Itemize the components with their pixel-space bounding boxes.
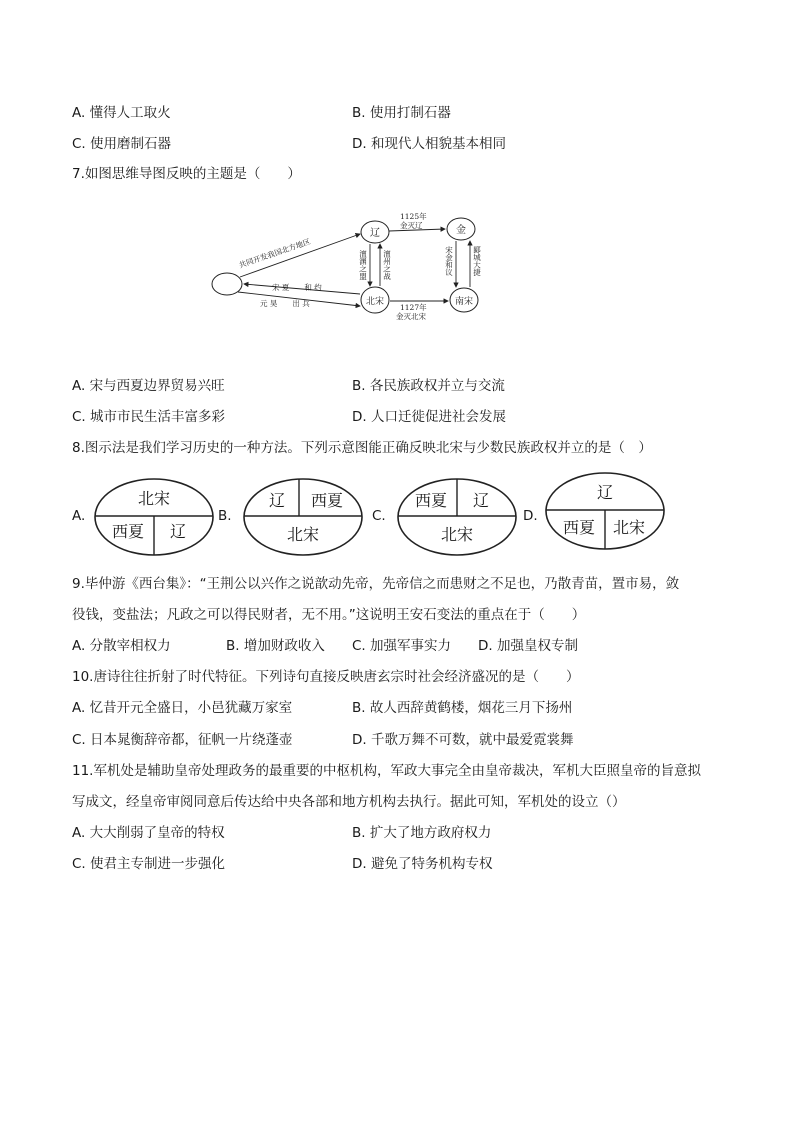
q6-option-a: A. 懂得人工取火 xyxy=(72,105,171,121)
q10-option-c: C. 日本晁衡辞帝都，征帆一片绕蓬壶 xyxy=(72,732,293,748)
edge-label-develop-north: 共同开发我国北方地区 xyxy=(237,236,312,270)
q8-b-top-left-label: 辽 xyxy=(268,491,286,510)
q8-c-bottom-label: 北宋 xyxy=(440,525,474,544)
edge-label-chanyuan-treaty: 澶渊之盟 xyxy=(358,250,368,280)
q10-stem: 10.唐诗往往折射了时代特征。下列诗句直接反映唐玄宗时社会经济盛况的是（ ） xyxy=(72,669,580,685)
node-nansong-label: 南宋 xyxy=(454,297,474,307)
edge-label-chanzhou-battle: 澶州之战 xyxy=(382,250,392,280)
q7-option-b: B. 各民族政权并立与交流 xyxy=(352,378,505,394)
edge-label-jin-destroys-beisong: 金灭北宋 xyxy=(396,312,426,321)
q6-option-b: B. 使用打制石器 xyxy=(352,105,451,121)
q7-option-c: C. 城市市民生活丰富多彩 xyxy=(72,409,226,425)
q7-option-a: A. 宋与西夏边界贸易兴旺 xyxy=(72,378,225,394)
q8-label-b: B. xyxy=(218,508,232,524)
q9-option-b: B. 增加财政收入 xyxy=(226,638,325,654)
q6-option-d: D. 和现代人相貌基本相同 xyxy=(352,136,506,152)
edge-label-jin-destroys-liao: 金灭辽 xyxy=(400,221,423,230)
q8-a-bottom-right-label: 辽 xyxy=(169,522,187,541)
node-liao-label: 辽 xyxy=(370,228,380,239)
edge-label-1125: 1125年 xyxy=(400,212,427,221)
q8-d-bottom-left-label: 西夏 xyxy=(562,518,596,537)
q9-option-d: D. 加强皇权专制 xyxy=(478,638,578,654)
q6-option-c: C. 使用磨制石器 xyxy=(72,136,172,152)
q8-diagram-b xyxy=(241,476,365,558)
q11-option-a: A. 大大削弱了皇帝的特权 xyxy=(72,825,225,841)
edge-label-yuanhao-attack: 元 昊 出 兵 xyxy=(260,299,310,308)
q9-option-a: A. 分散宰相权力 xyxy=(72,638,171,654)
q8-d-top-label: 辽 xyxy=(596,483,614,502)
q9-option-c: C. 加强军事实力 xyxy=(352,638,452,654)
q10-option-b: B. 故人西辞黄鹤楼，烟花三月下扬州 xyxy=(352,700,573,716)
q9-stem-line-1: 9.毕仲游《西台集》：“王荆公以兴作之说歆动先帝，先帝信之而患财之不足也，乃散青苗，置市易，敛 xyxy=(72,576,680,592)
q8-a-top-label: 北宋 xyxy=(137,489,171,508)
q8-label-c: C. xyxy=(372,508,386,524)
edge-label-1127: 1127年 xyxy=(400,303,427,312)
q7-option-d: D. 人口迁徙促进社会发展 xyxy=(352,409,506,425)
q8-diagram-a xyxy=(92,476,216,558)
q11-stem-line-1: 11.军机处是辅助皇帝处理政务的最重要的中枢机构，军政大事完全由皇帝裁决，军机大臣照皇帝的旨意拟 xyxy=(72,763,701,779)
q8-a-bottom-left-label: 西夏 xyxy=(111,522,145,541)
q7-mind-map xyxy=(200,200,510,330)
node-jin-label: 金 xyxy=(456,225,466,236)
q8-stem: 8.图示法是我们学习历史的一种方法。下列示意图能正确反映北宋与少数民族政权并立的是（ ） xyxy=(72,440,652,456)
q8-label-a: A. xyxy=(72,508,86,524)
edge-label-song-jin-peace: 宋金和议 xyxy=(444,246,454,276)
q10-option-a: A. 忆昔开元全盛日，小邑犹藏万家室 xyxy=(72,700,293,716)
edge-label-song-xia-treaty: 宋 夏 和 约 xyxy=(272,283,322,292)
q9-stem-line-2: 役钱，变盐法；凡政之可以得民财者，无不用。”这说明王安石变法的重点在于（ ） xyxy=(72,607,586,623)
mind-map-center-node xyxy=(212,273,242,295)
q8-b-bottom-label: 北宋 xyxy=(286,525,320,544)
q8-diagram-d xyxy=(543,470,667,552)
q7-stem: 7.如图思维导图反映的主题是（ ） xyxy=(72,166,301,182)
q8-b-top-right-label: 西夏 xyxy=(310,491,344,510)
q8-diagram-c xyxy=(395,476,519,558)
q11-stem-line-2: 写成文，经皇帝审阅同意后传达给中央各部和地方机构去执行。据此可知，军机处的设立（） xyxy=(72,794,626,810)
q11-option-b: B. 扩大了地方政府权力 xyxy=(352,825,492,841)
q11-option-c: C. 使君主专制进一步强化 xyxy=(72,856,226,872)
edge-label-yancheng-victory: 郾城大捷 xyxy=(472,246,482,276)
q11-option-d: D. 避免了特务机构专权 xyxy=(352,856,493,872)
q10-option-d: D. 千歌万舞不可数，就中最爱霓裳舞 xyxy=(352,732,574,748)
q8-label-d: D. xyxy=(523,508,538,524)
q8-c-top-left-label: 西夏 xyxy=(414,491,448,510)
q8-c-top-right-label: 辽 xyxy=(472,491,490,510)
node-beisong-label: 北宋 xyxy=(365,297,385,307)
q8-d-bottom-right-label: 北宋 xyxy=(612,518,646,537)
